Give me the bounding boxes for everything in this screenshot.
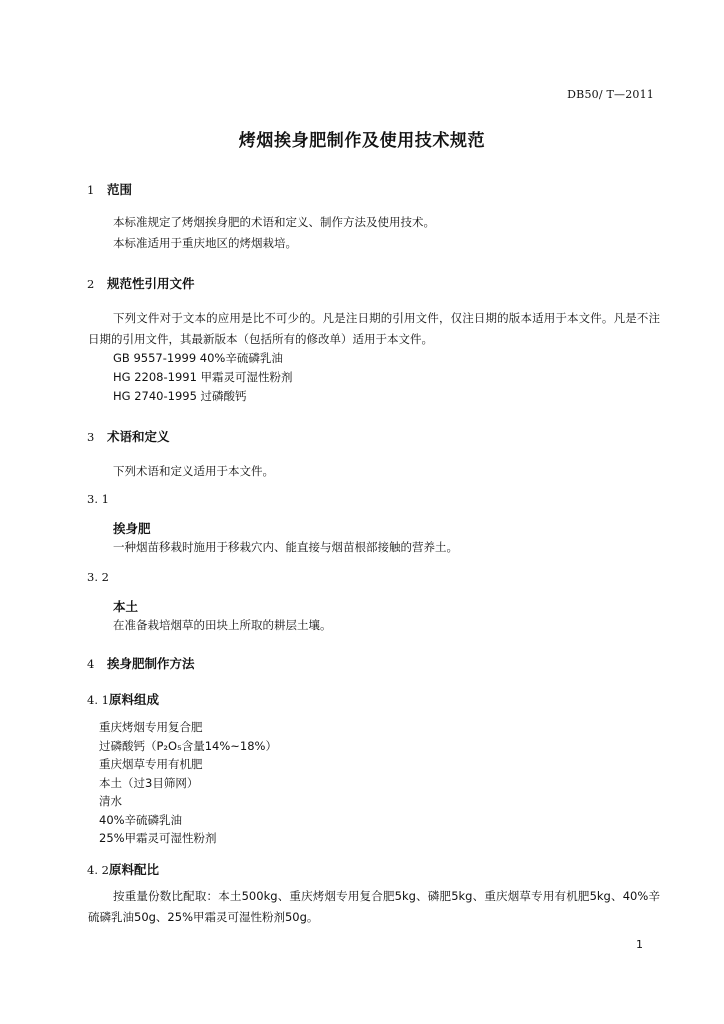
section-number: 2: [87, 277, 95, 291]
term-definition: 在准备栽培烟草的田块上所取的耕层土壤。: [113, 618, 332, 632]
document-title: 烤烟挨身肥制作及使用技术规范: [238, 131, 486, 151]
section-4-heading: [87, 654, 195, 672]
section-number: 1: [87, 183, 95, 197]
normative-references-paragraph: 下列文件对于文本的应用是比不可少的。凡是注日期的引用文件，仅注日期的版本适用于本文件。凡是不注日期的引用文件，其最新版本（包括所有的修改单）适用于本文件。: [88, 311, 660, 346]
list-item: 重庆烤烟专用复合肥: [99, 720, 203, 734]
list-item: 40%辛硫磷乳油: [99, 812, 183, 827]
section-number: 4: [87, 657, 95, 671]
subsection-title: 原料组成: [109, 692, 160, 707]
term-definition: 一种烟苗移栽时施用于移栽穴内、能直接与烟苗根部接触的营养土。: [113, 540, 458, 554]
subsection-title: 原料配比: [109, 862, 160, 877]
term-number: 3. 1: [87, 492, 109, 506]
subsection-number: 4. 1: [87, 693, 109, 707]
section-1-heading: [87, 180, 132, 198]
scope-line-2: 本标准适用于重庆地区的烤烟栽培。: [113, 236, 297, 250]
term-number: 3. 2: [87, 570, 109, 584]
raw-materials-list: [99, 718, 277, 848]
subsection-4-2-heading: [87, 860, 159, 878]
reference-item: GB 9557-1999 40%辛硫磷乳油: [113, 351, 283, 365]
subsection-4-1-heading: [87, 690, 159, 708]
section-title: 规范性引用文件: [107, 276, 195, 291]
page-number: 1: [636, 938, 643, 951]
ratio-paragraph: 按重量份数比配取：本土500kg、重庆烤烟专用复合肥5kg、磷肥5kg、重庆烟草专用有机肥5kg、40%辛硫磷乳油50g、25%甲霜灵可湿性粉剂50g。: [88, 889, 660, 924]
section-3-heading: [87, 427, 170, 445]
list-item: 25%甲霜灵可湿性粉剂: [99, 831, 217, 845]
section-title: 范围: [107, 182, 133, 197]
term-name: 挨身肥: [113, 521, 151, 536]
document-code: DB50/ T—2011: [567, 88, 654, 101]
section-2-heading: [87, 274, 195, 292]
subsection-number: 4. 2: [87, 863, 109, 877]
list-item: 过磷酸钙（P₂O₅含量14%~18%）: [99, 738, 277, 753]
section-title: 挨身肥制作方法: [107, 656, 195, 671]
section-number: 3: [87, 430, 95, 444]
scope-line-1: 本标准规定了烤烟挨身肥的术语和定义、制作方法及使用技术。: [113, 215, 435, 229]
reference-item: HG 2208-1991 甲霜灵可湿性粉剂: [113, 370, 293, 384]
list-item: 本土（过3目筛网）: [99, 775, 199, 790]
term-name: 本土: [113, 599, 139, 614]
list-item: 清水: [99, 794, 122, 808]
reference-item: HG 2740-1995 过磷酸钙: [113, 389, 247, 403]
list-item: 重庆烟草专用有机肥: [99, 757, 203, 771]
section-title: 术语和定义: [107, 429, 170, 444]
terms-intro: 下列术语和定义适用于本文件。: [113, 464, 274, 478]
